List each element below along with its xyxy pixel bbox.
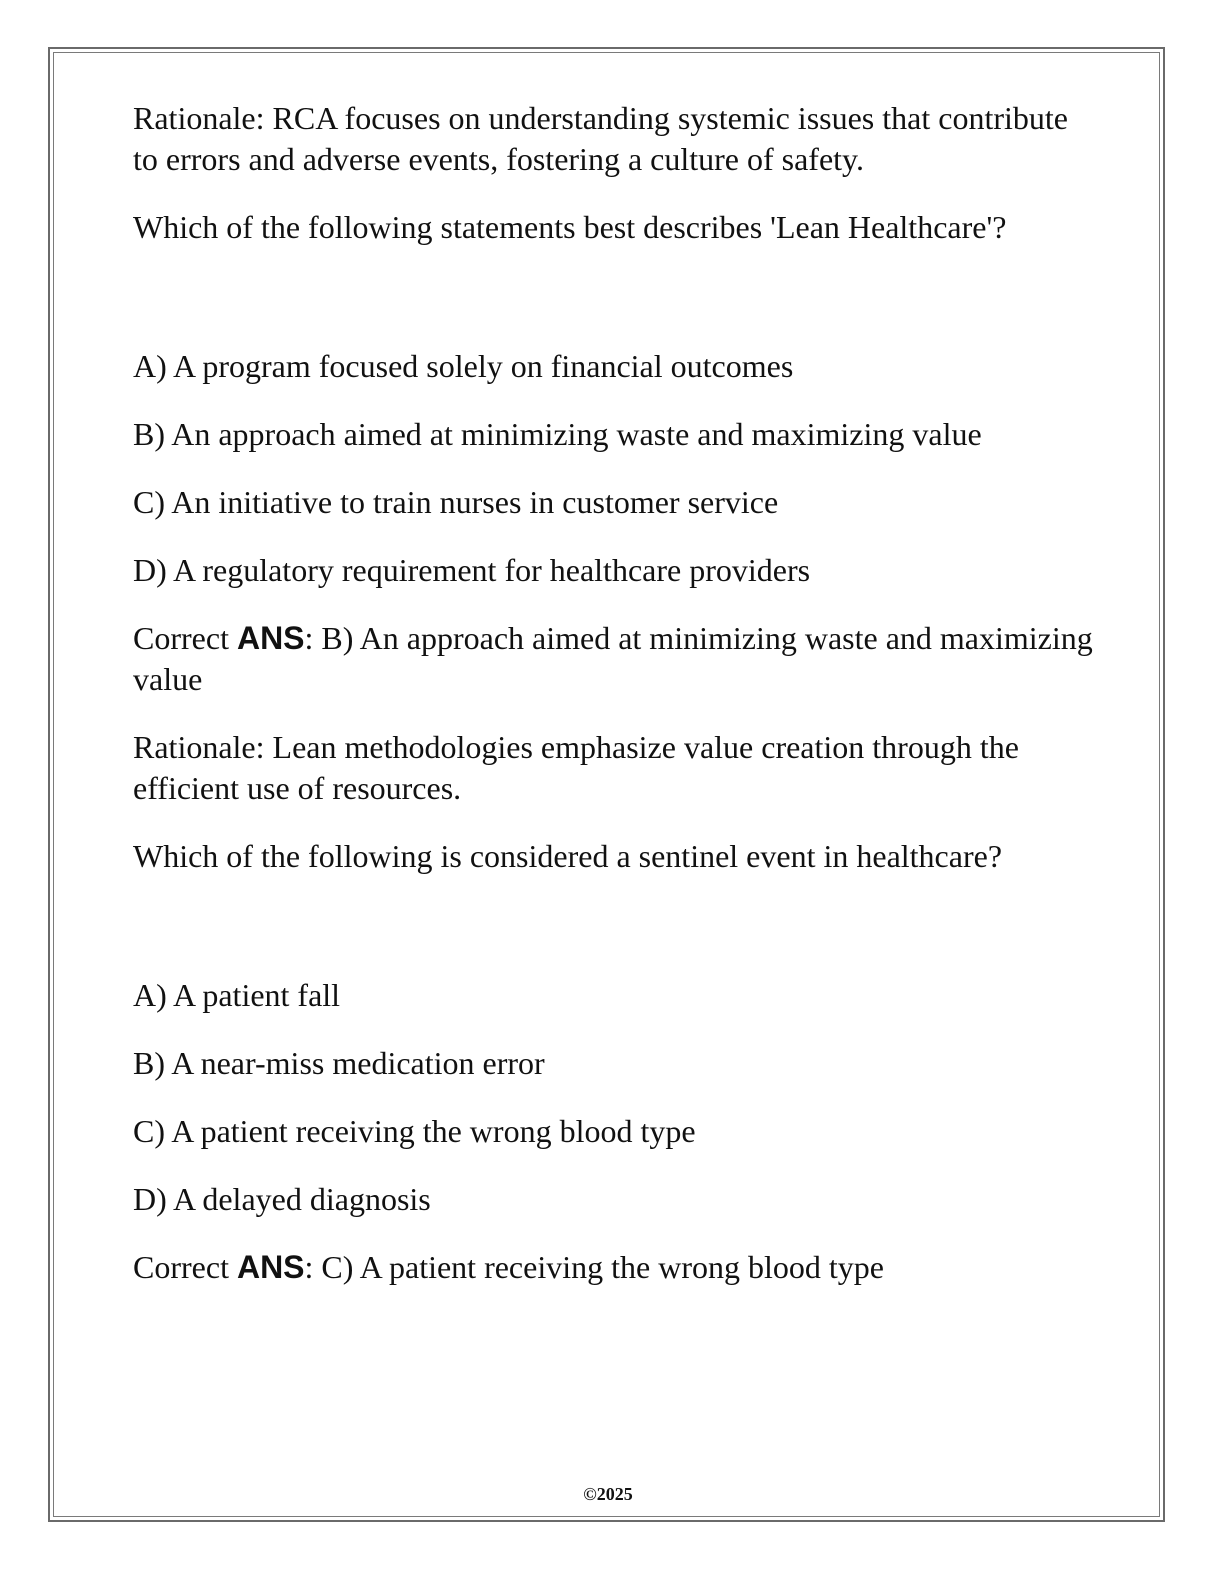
copyright-footer: ©2025 [583,1484,633,1504]
rationale-text: Rationale: RCA focuses on understanding systemic issues that contribute to errors and adverse events, fostering a culture of safety. [133,100,1068,177]
option-b: B) A near-miss medication error [133,1045,545,1081]
option-c: C) A patient receiving the wrong blood type [133,1113,696,1149]
option-a: A) A patient fall [133,977,341,1013]
answer-prefix: Correct [133,1249,237,1285]
answer-text: : C) A patient receiving the wrong blood type [304,1249,884,1285]
correct-answer [133,618,1093,700]
correct-answer [133,1247,1093,1288]
option-c: C) An initiative to train nurses in customer service [133,484,779,520]
option-d: D) A regulatory requirement for healthcare providers [133,552,811,588]
answer-text: : B) An approach aimed at minimizing waste and maximizing value [133,620,1093,697]
answer-prefix: Correct [133,620,237,656]
question-text: Which of the following statements best describes 'Lean Healthcare'? [133,209,1007,245]
question-text: Which of the following is considered a sentinel event in healthcare? [133,838,1003,874]
document-body [133,98,1093,1288]
option-b: B) An approach aimed at minimizing waste and maximizing value [133,416,982,452]
rationale-text: Rationale: Lean methodologies emphasize value creation through the efficient use of resources. [133,729,1019,806]
answer-label: ANS [236,620,305,656]
option-a: A) A program focused solely on financial outcomes [133,348,794,384]
answer-label: ANS [236,1249,305,1285]
option-d: D) A delayed diagnosis [133,1181,431,1217]
